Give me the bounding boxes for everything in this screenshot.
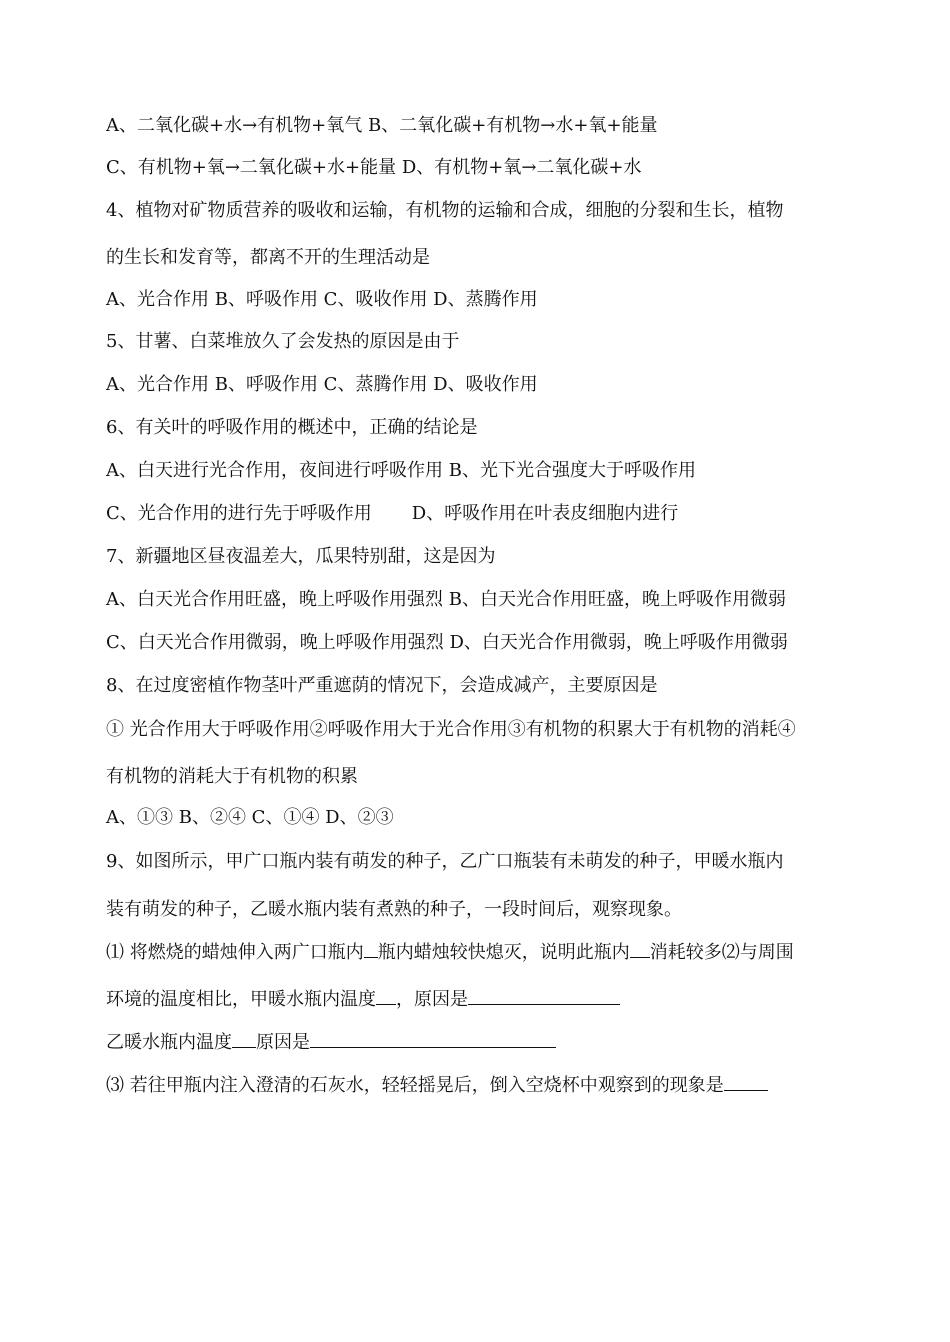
q8-statements-line-1: ① 光合作用大于呼吸作用②呼吸作用大于光合作用③有机物的积累大于有机物的消耗④ bbox=[106, 719, 796, 740]
q9-part2-text-d: 乙暖水瓶内温度 bbox=[106, 1032, 232, 1053]
q9-stem-line-1: 9、如图所示，甲广口瓶内装有萌发的种子，乙广口瓶装有未萌发的种子，甲暖水瓶内 bbox=[106, 851, 784, 872]
q9-part2-text-e: 原因是 bbox=[256, 1032, 310, 1053]
q9-part3-text: ⑶ 若往甲瓶内注入澄清的石灰水，轻轻摇晃后，倒入空烧杯中观察到的现象是 bbox=[106, 1075, 724, 1096]
q6-options-line-1: A、白天进行光合作用，夜间进行呼吸作用 B、光下光合强度大于呼吸作用 bbox=[106, 460, 696, 481]
q4-stem-line-1: 4、植物对矿物质营养的吸收和运输，有机物的运输和合成，细胞的分裂和生长，植物 bbox=[106, 200, 784, 221]
q9-part1-text-a: ⑴ 将燃烧的蜡烛伸入两广口瓶内 bbox=[106, 942, 364, 963]
q8-stem: 8、在过度密植作物茎叶严重遮荫的情况下，会造成减产，主要原因是 bbox=[106, 675, 658, 696]
q9-part2-text-b: 环境的温度相比，甲暖水瓶内温度 bbox=[106, 989, 376, 1010]
q6-option-c: C、光合作用的进行先于呼吸作用 bbox=[106, 503, 372, 524]
q3-options-line-2: C、有机物+氧→二氧化碳+水+能量 D、有机物+氧→二氧化碳+水 bbox=[106, 157, 642, 178]
q3-options-line-1: A、二氧化碳+水→有机物+氧气 B、二氧化碳+有机物→水+氧+能量 bbox=[106, 115, 658, 136]
answer-blank[interactable] bbox=[630, 939, 650, 958]
answer-blank[interactable] bbox=[468, 986, 620, 1005]
q8-options: A、①③ B、②④ C、①④ D、②③ bbox=[106, 807, 394, 828]
answer-blank[interactable] bbox=[376, 986, 396, 1005]
q9-part2-line-2 bbox=[106, 1029, 556, 1055]
q8-statements-line-2: 有机物的消耗大于有机物的积累 bbox=[106, 766, 358, 787]
q9-stem-line-2: 装有萌发的种子，乙暖水瓶内装有煮熟的种子，一段时间后，观察现象。 bbox=[106, 899, 682, 920]
q9-part2-line-1 bbox=[106, 986, 620, 1012]
q5-options: A、光合作用 B、呼吸作用 C、蒸腾作用 D、吸收作用 bbox=[106, 374, 538, 395]
q9-part2-text-a: 消耗较多⑵与周围 bbox=[649, 942, 794, 963]
q9-part2-text-c: ，原因是 bbox=[396, 989, 468, 1010]
answer-blank[interactable] bbox=[310, 1029, 556, 1048]
q4-stem-line-2: 的生长和发育等，都离不开的生理活动是 bbox=[106, 247, 430, 268]
q7-options-line-2: C、白天光合作用微弱，晚上呼吸作用强烈 D、白天光合作用微弱，晚上呼吸作用微弱 bbox=[106, 632, 788, 653]
q7-options-line-1: A、白天光合作用旺盛，晚上呼吸作用强烈 B、白天光合作用旺盛，晚上呼吸作用微弱 bbox=[106, 589, 786, 610]
q7-stem: 7、新疆地区昼夜温差大，瓜果特别甜，这是因为 bbox=[106, 546, 496, 567]
q9-part1-line bbox=[106, 939, 794, 965]
q5-stem: 5、甘薯、白菜堆放久了会发热的原因是由于 bbox=[106, 331, 460, 352]
q6-options-line-2 bbox=[106, 502, 678, 526]
answer-blank[interactable] bbox=[232, 1029, 256, 1048]
q6-option-d: D、呼吸作用在叶表皮细胞内进行 bbox=[411, 503, 679, 524]
q4-options: A、光合作用 B、呼吸作用 C、吸收作用 D、蒸腾作用 bbox=[106, 289, 538, 310]
q9-part3-line bbox=[106, 1072, 768, 1098]
answer-blank[interactable] bbox=[364, 939, 378, 958]
answer-blank[interactable] bbox=[724, 1072, 768, 1091]
q6-stem: 6、有关叶的呼吸作用的概述中，正确的结论是 bbox=[106, 417, 478, 438]
q9-part1-text-b: 瓶内蜡烛较快熄灭，说明此瓶内 bbox=[377, 942, 630, 963]
